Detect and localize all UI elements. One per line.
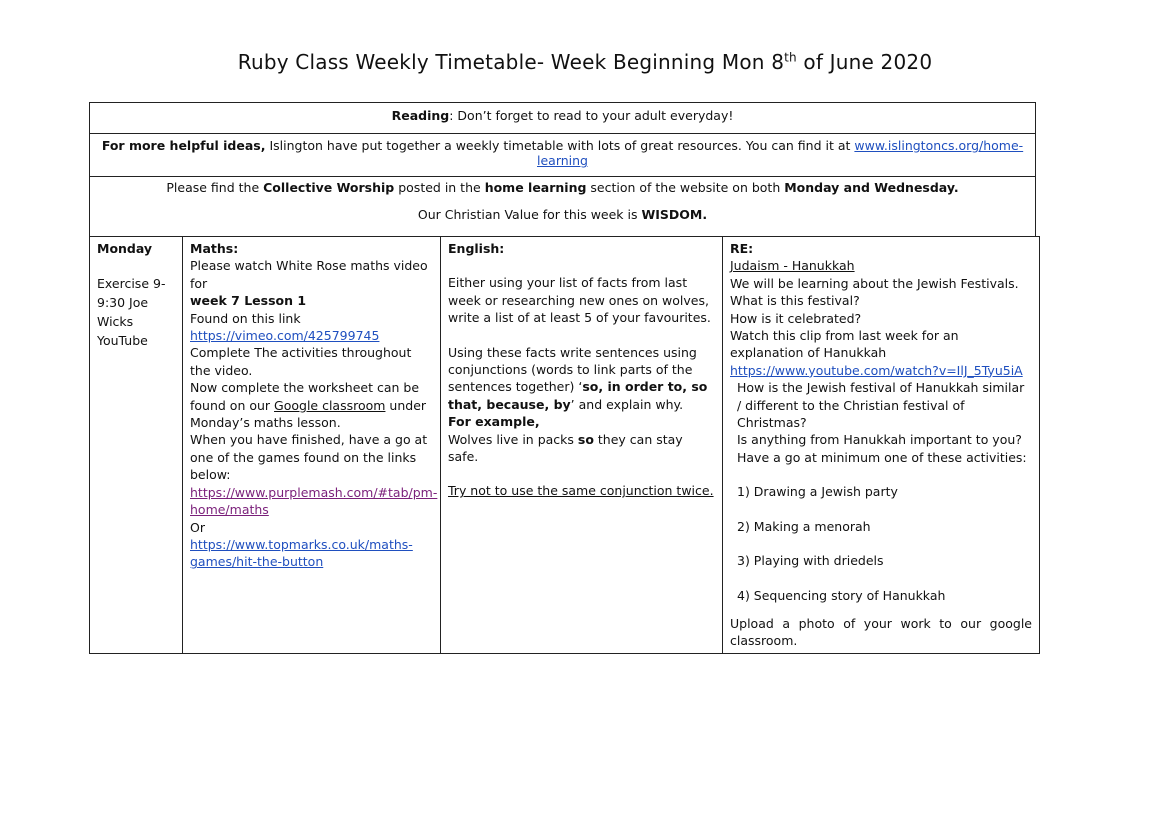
worship-bold-1: Collective Worship	[263, 180, 395, 195]
maths-heading: Maths:	[190, 241, 239, 256]
title-suffix: of June 2020	[796, 50, 933, 74]
exercise-note: Exercise 9-9:30 Joe Wicks YouTube	[97, 276, 166, 349]
ideas-label: For more helpful ideas,	[101, 138, 266, 153]
english-text: ’ and explain why.	[570, 396, 684, 412]
maths-or: Or	[190, 519, 205, 535]
re-line: Watch this clip from last week for an explanation of Hanukkah	[730, 328, 959, 361]
worship-text-2: posted in the	[394, 180, 485, 195]
re-heading: RE:	[730, 241, 754, 256]
activity-item: 1) Drawing a Jewish party	[737, 484, 898, 500]
maths-line: When you have finished, have a go at one of the games found on the links below:	[190, 432, 428, 483]
ideas-row	[89, 133, 1036, 177]
activity-item: 3) Playing with driedels	[737, 553, 884, 569]
example-bold: so	[577, 431, 594, 447]
maths-cell	[183, 237, 441, 654]
reading-row	[89, 102, 1036, 134]
english-tip: Try not to use the same conjunction twice.	[448, 483, 714, 499]
example-sentence	[448, 431, 715, 466]
re-line: What is this festival?	[730, 293, 860, 309]
english-heading: English:	[448, 241, 505, 256]
worship-text-1: Please find the	[166, 180, 264, 195]
example-label: For example,	[448, 414, 540, 430]
worship-line	[90, 180, 1035, 195]
christian-value-line	[90, 207, 1035, 222]
google-classroom-link[interactable]: Google classroom	[274, 397, 386, 413]
re-topic: Judaism - Hanukkah	[730, 258, 855, 274]
english-conjunction-paragraph	[448, 344, 715, 414]
activity-item: 2) Making a menorah	[737, 518, 871, 534]
topmarks-link[interactable]: https://www.topmarks.co.uk/maths-games/hit-the-button	[190, 536, 413, 570]
page-title	[0, 50, 1170, 74]
re-cell	[723, 237, 1040, 654]
reading-text: : Don’t forget to read to your adult everyday!	[449, 108, 734, 123]
re-question: Is anything from Hanukkah important to you?	[737, 432, 1022, 448]
worship-bold-3: Monday and Wednesday.	[784, 180, 959, 195]
value-text: Our Christian Value for this week is	[417, 207, 642, 222]
youtube-link[interactable]: https://www.youtube.com/watch?v=IlJ_5Tyu5iA	[730, 362, 1023, 378]
maths-line: Complete The activities throughout the video.	[190, 345, 412, 378]
upload-note: Upload a photo of your work to our google classroom.	[730, 615, 1032, 649]
maths-text: Now complete the worksheet can be found on our	[190, 380, 420, 413]
timetable-grid	[89, 236, 1040, 654]
maths-worksheet-line	[190, 379, 433, 431]
ideas-text: Islington have put together a weekly timetable with lots of great resources. You can find it at	[265, 138, 855, 153]
maths-lesson: week 7 Lesson 1	[190, 293, 307, 309]
worship-text-3: section of the website on both	[586, 180, 785, 195]
re-line: How is it celebrated?	[730, 310, 862, 326]
vimeo-link[interactable]: https://vimeo.com/425799745	[190, 328, 380, 344]
english-cell	[441, 237, 723, 654]
monday-cell	[90, 237, 183, 654]
english-text: Using these facts write sentences using conjunctions (words to link parts of the sentences together) ‘	[448, 344, 697, 395]
title-superscript: th	[784, 50, 797, 65]
maths-line: Please watch White Rose maths video for	[190, 258, 428, 291]
reading-label: Reading	[391, 108, 450, 123]
conjunction-list: so, in order to, so that, because, by	[448, 379, 708, 412]
maths-line: Found on this link	[190, 310, 301, 326]
re-question: Have a go at minimum one of these activities:	[737, 449, 1027, 465]
english-paragraph: Either using your list of facts from last week or researching new ones on wolves, write a list of at least 5 of your favourites.	[448, 275, 711, 326]
title-text: Ruby Class Weekly Timetable- Week Beginning Mon 8	[237, 50, 785, 74]
worship-row	[89, 176, 1036, 237]
re-line: We will be learning about the Jewish Festivals.	[730, 275, 1019, 291]
worship-bold-2: home learning	[484, 180, 587, 195]
islington-link[interactable]: www.islingtoncs.org/home-learning	[537, 138, 1024, 168]
activity-item: 4) Sequencing story of Hanukkah	[737, 587, 946, 603]
purplemash-link[interactable]: https://www.purplemash.com/#tab/pm-home/maths	[190, 484, 438, 518]
example-text: they can stay safe.	[448, 431, 683, 465]
value-word: WISDOM.	[641, 207, 708, 222]
example-text: Wolves live in packs	[448, 431, 578, 447]
re-question: How is the Jewish festival of Hanukkah similar / different to the Christian festival of Christmas?	[737, 380, 1025, 431]
day-label: Monday	[97, 241, 153, 256]
maths-text: under Monday’s maths lesson.	[190, 397, 427, 431]
